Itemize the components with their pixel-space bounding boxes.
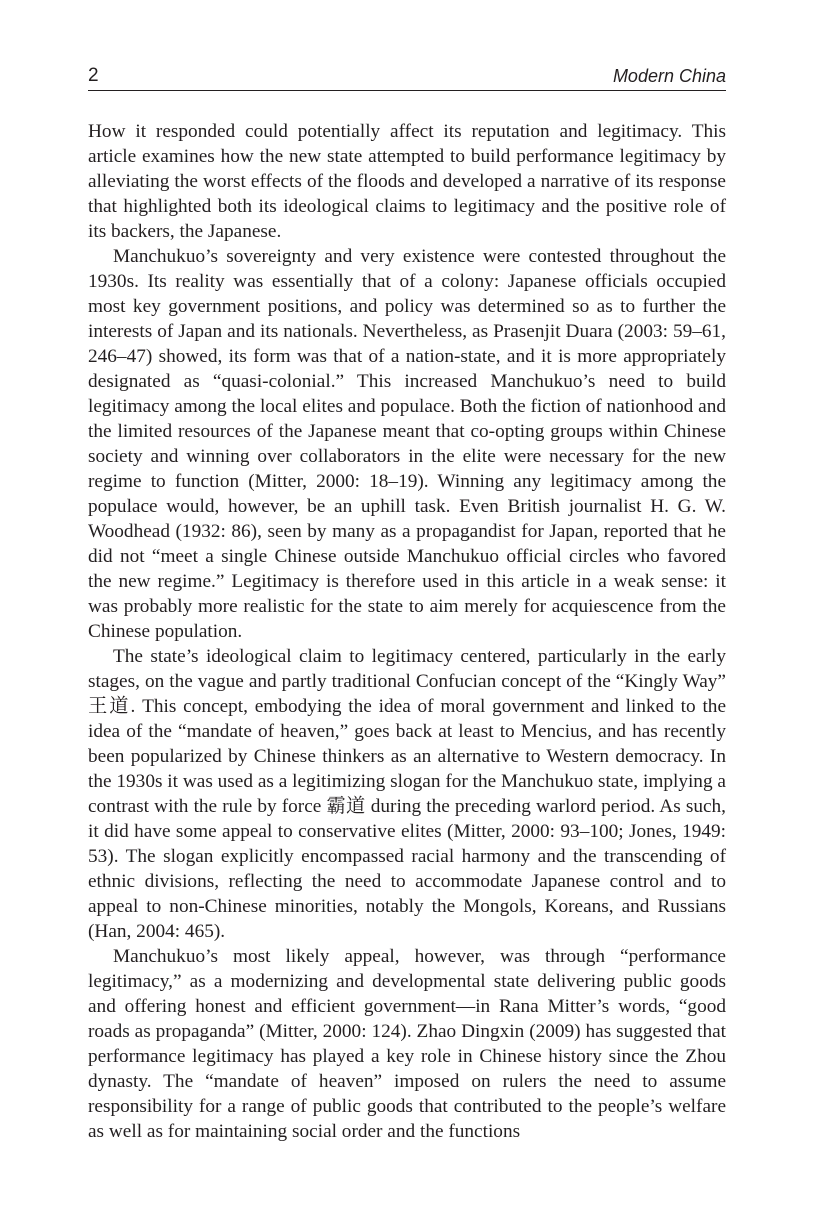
page-number: 2 — [88, 65, 99, 86]
paragraph-1: How it responded could potentially affect its reputation and legitimacy. This article examines how the new state attempted to build performance legitimacy by alleviating the worst effects of the floods and developed a narrative of its response that highlighted both its ideological claims to legitimacy and the positive role of its backers, the Japanese. — [88, 121, 726, 242]
page — [88, 60, 726, 1144]
paragraph-3: The state’s ideological claim to legitimacy centered, particularly in the early stages, on the vague and partly traditional Confucian concept of the “Kingly Way” 王道. This concept, embodying the idea of moral government and linked to the idea of the “mandate of heaven,” goes back at least to Mencius, and has recently been popularized by Chinese thinkers as an alternative to Western democracy. In the 1930s it was used as a legitimizing slogan for the Manchukuo state, implying a contrast with the rule by force 霸道 during the preceding warlord period. As such, it did have some appeal to conservative elites (Mitter, 2000: 93–100; Jones, 1949: 53). The slogan explicitly encompassed racial harmony and the transcending of ethnic divisions, reflecting the need to accommodate Japanese control and to appeal to non-Chinese minorities, notably the Mongols, Koreans, and Russians (Han, 2004: 465). — [88, 646, 726, 942]
journal-title: Modern China — [612, 66, 726, 86]
running-header — [88, 60, 726, 91]
paragraph-4: Manchukuo’s most likely appeal, however, was through “performance legitimacy,” as a modernizing and developmental state delivering public goods and offering honest and efficient government—in Rana Mitter’s words, “good roads as propaganda” (Mitter, 2000: 124). Zhao Dingxin (2009) has suggested that performance legitimacy has played a key role in Chinese history since the Zhou dynasty. The “mandate of heaven” imposed on rulers the need to assume responsibility for a range of public goods that contributed to the people’s welfare as well as for maintaining social order and the functions — [88, 946, 726, 1142]
body-text — [88, 119, 726, 1144]
paragraph-2: Manchukuo’s sovereignty and very existence were contested throughout the 1930s. Its reality was essentially that of a colony: Japanese officials occupied most key government positions, and policy was determined so as to further the interests of Japan and its nationals. Nevertheless, as Prasenjit Duara (2003: 59–61, 246–47) showed, its form was that of a nation-state, and it is more appropriately designated as “quasi-colonial.” This increased Manchukuo’s need to build legitimacy among the local elites and populace. Both the fiction of nationhood and the limited resources of the Japanese meant that co-opting groups within Chinese society and winning over collaborators in the elite were necessary for the new regime to function (Mitter, 2000: 18–19). Winning any legitimacy among the populace would, however, be an uphill task. Even British journalist H. G. W. Woodhead (1932: 86), seen by many as a propagandist for Japan, reported that he did not “meet a single Chinese outside Manchukuo official circles who favored the new regime.” Legitimacy is therefore used in this article in a weak sense: it was probably more realistic for the state to aim merely for acquiescence from the Chinese population. — [88, 246, 726, 642]
